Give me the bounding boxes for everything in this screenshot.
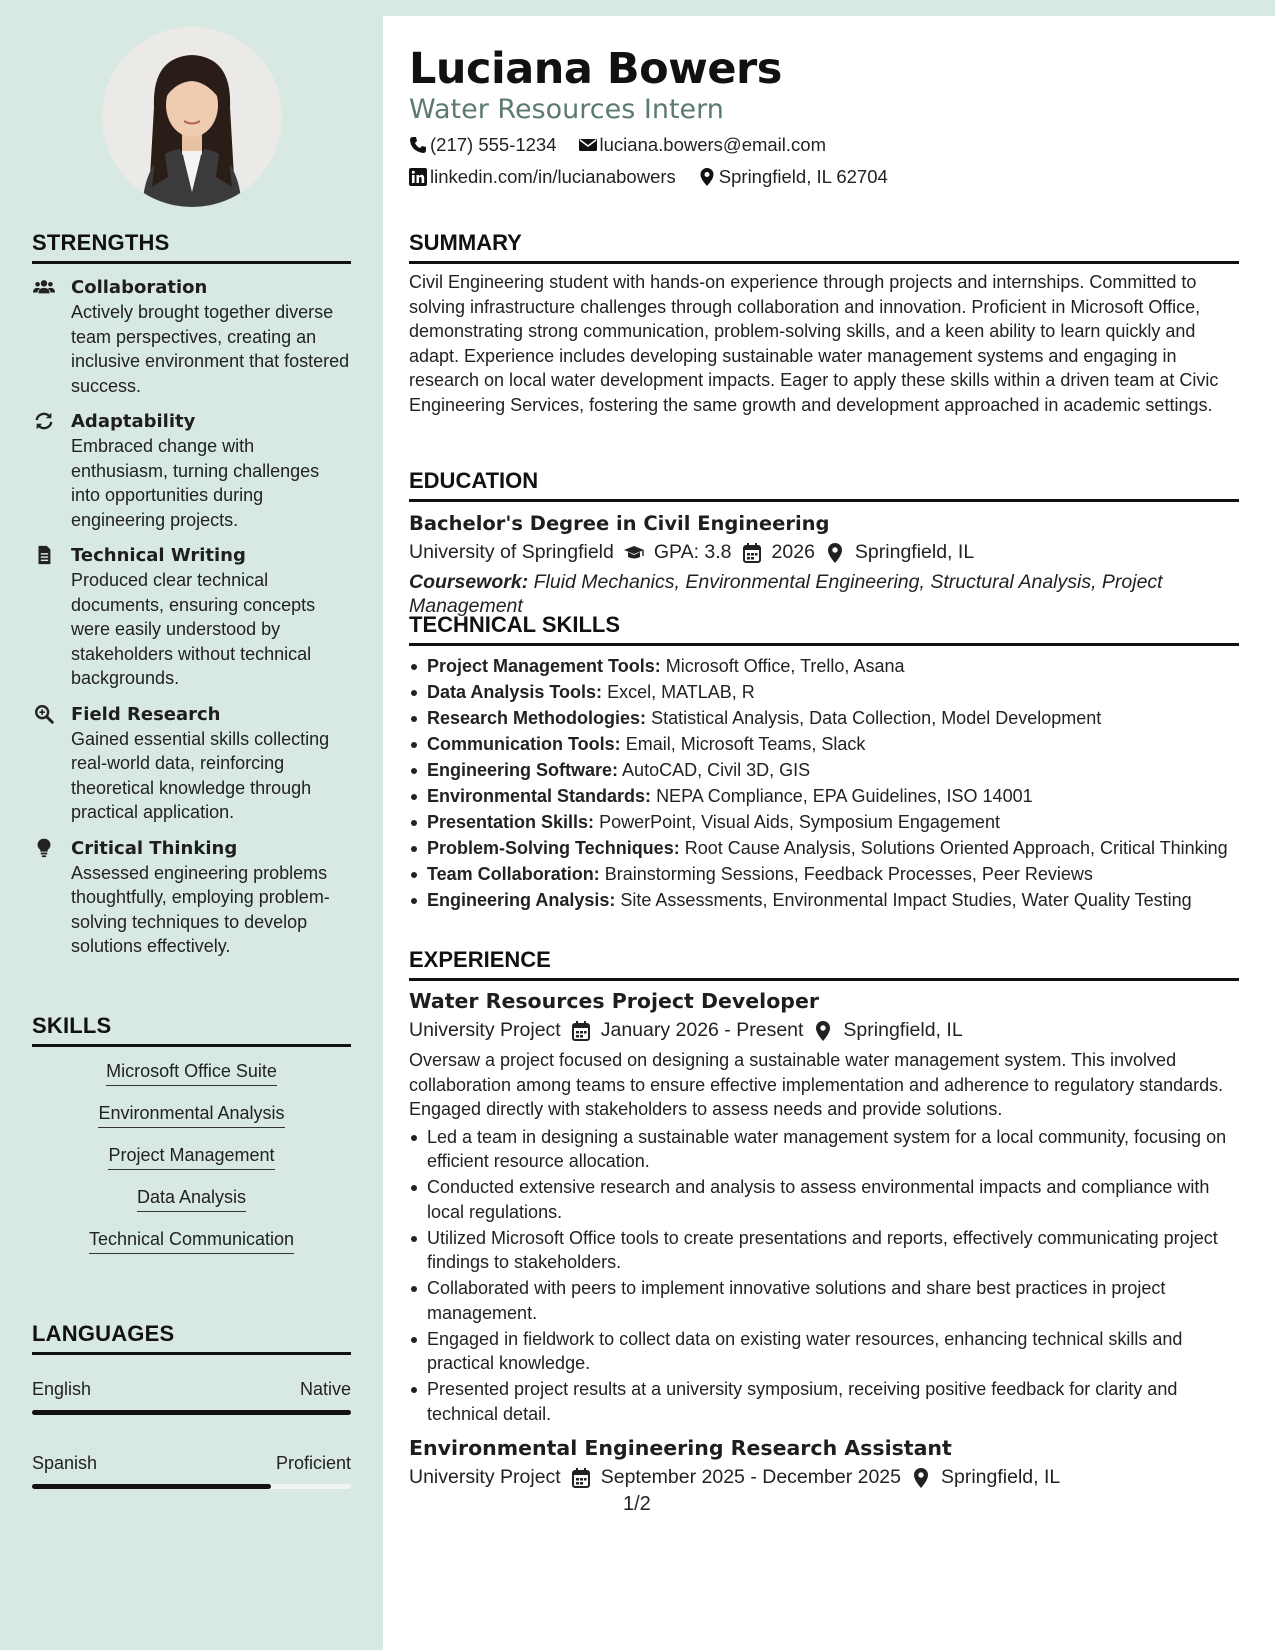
school-name xyxy=(409,541,614,564)
technical-skill-item xyxy=(409,888,1239,913)
job-location xyxy=(911,1466,1060,1489)
technical-skill-label: Data Analysis Tools: xyxy=(427,682,603,702)
strength-description: Assessed engineering problems thoughtfully, employing problem-solving techniques to develop solutions effectively. xyxy=(71,862,330,956)
summary-text: Civil Engineering student with hands-on experience through projects and internships. Committed to solving infrastructure challenges through collaboration and innovation. Proficient in Microsoft Office, demonstrating strong communication, problem-solving skills, and a keen ability to learn quickly and adapt. Experience includes developing sustainable water management systems and engaging in research on local water development impacts. Eager to apply these skills within a driven team at Civic Engineering Services, fostering the same growth and development approached in academic settings. xyxy=(409,272,1219,415)
technical-skill-label: Problem-Solving Techniques: xyxy=(427,838,680,858)
strength-description: Embraced change with enthusiasm, turning challenges into opportunities during engineering projects. xyxy=(71,436,320,530)
strength-name: Critical Thinking xyxy=(71,837,238,859)
summary-section xyxy=(409,230,1239,417)
school-text: University of Springfield xyxy=(409,541,614,563)
job-bullets xyxy=(409,1125,1239,1427)
language-level: Native xyxy=(299,1379,351,1399)
email-contact[interactable] xyxy=(579,134,826,156)
strength-description: Produced clear technical documents, ensuring concepts were easily understood by stakeholders without technical backgrounds. xyxy=(71,570,316,688)
language-proficiency-fill xyxy=(32,1484,271,1489)
gpa-text: GPA: 3.8 xyxy=(653,541,732,563)
job-bullet: Led a team in designing a sustainable water management system for a local community, focusing on efficient resource allocation. xyxy=(409,1125,1239,1174)
language-item xyxy=(32,1379,351,1415)
technical-skill-label: Engineering Analysis: xyxy=(427,890,616,910)
location-text: Springfield, IL xyxy=(854,541,975,563)
year-text: 2026 xyxy=(771,541,815,563)
technical-skills-section xyxy=(409,612,1239,914)
sync-icon xyxy=(32,411,56,431)
technical-skill-label: Environmental Standards: xyxy=(427,786,652,806)
technical-skill-item xyxy=(409,810,1239,835)
job-org xyxy=(409,1466,561,1489)
strength-name: Field Research xyxy=(71,703,221,725)
job-location xyxy=(813,1019,962,1042)
calendar-icon xyxy=(742,543,762,563)
contact-line-1 xyxy=(409,134,848,156)
strength-description: Gained essential skills collecting real-world data, reinforcing theoretical knowledge through practical application. xyxy=(71,728,330,822)
strength-item xyxy=(32,544,351,691)
job-bullet: Conducted extensive research and analysis to assess environmental impacts and compliance with local regulations. xyxy=(409,1175,1239,1224)
language-level: Proficient xyxy=(275,1453,351,1473)
strengths-heading: STRENGTHS xyxy=(32,230,351,264)
technical-skill-item xyxy=(409,654,1239,679)
location-text: Springfield, IL xyxy=(843,1019,963,1041)
phone-text: (217) 555-1234 xyxy=(430,134,557,155)
linkedin-contact[interactable] xyxy=(409,166,676,188)
dates-text: January 2026 - Present xyxy=(600,1019,804,1041)
calendar-icon xyxy=(571,1021,591,1041)
technical-skill-item xyxy=(409,862,1239,887)
job-bullet: Collaborated with peers to implement innovative solutions and share best practices in project management. xyxy=(409,1276,1239,1325)
technical-skill-label: Engineering Software: xyxy=(427,760,619,780)
technical-skill-value: Root Cause Analysis, Solutions Oriented Approach, Critical Thinking xyxy=(684,838,1228,858)
map-pin-icon xyxy=(698,168,716,186)
calendar-icon xyxy=(571,1468,591,1488)
top-band xyxy=(383,0,1275,16)
language-proficiency-bar xyxy=(32,1484,351,1489)
skills-heading: SKILLS xyxy=(32,1013,351,1047)
summary-heading: SUMMARY xyxy=(409,230,1239,264)
phone-icon xyxy=(409,136,427,154)
technical-skill-value: Excel, MATLAB, R xyxy=(607,682,755,702)
strengths-section xyxy=(32,230,351,959)
dates-text: September 2025 - December 2025 xyxy=(600,1466,901,1488)
languages-section xyxy=(32,1321,351,1489)
job-bullet: Presented project results at a university symposium, receiving positive feedback for clarity and technical detail. xyxy=(409,1377,1239,1426)
page-number: 1/2 xyxy=(623,1493,651,1515)
gpa xyxy=(624,541,732,564)
strength-description: Actively brought together diverse team perspectives, creating an inclusive environment that fostered success. xyxy=(71,302,350,396)
contact-line-2 xyxy=(409,166,910,188)
coursework-label: Coursework: xyxy=(409,571,529,593)
location-text: Springfield, IL 62704 xyxy=(718,166,888,187)
users-icon xyxy=(32,277,56,297)
envelope-icon xyxy=(579,136,597,154)
linkedin-icon xyxy=(409,168,427,186)
graduation-cap-icon xyxy=(624,543,644,563)
strength-item xyxy=(32,276,351,398)
coursework xyxy=(409,570,1239,618)
technical-skill-value: Statistical Analysis, Data Collection, Model Development xyxy=(651,708,1102,728)
skill-tag: Microsoft Office Suite xyxy=(106,1061,277,1086)
language-proficiency-fill xyxy=(32,1410,351,1415)
technical-skill-label: Communication Tools: xyxy=(427,734,621,754)
experience-heading: EXPERIENCE xyxy=(409,947,1239,981)
job-org xyxy=(409,1019,561,1042)
job-summary: Oversaw a project focused on designing a sustainable water management system. This involved collaboration among teams to ensure effective implementation and adherence to regulatory standards. Engaged directly with stakeholders to assess needs and provide solutions. xyxy=(409,1050,1224,1119)
skill-tag: Technical Communication xyxy=(89,1229,294,1254)
job-bullet: Utilized Microsoft Office tools to create presentations and reports, effectively communicating project findings to stakeholders. xyxy=(409,1226,1239,1275)
skills-section xyxy=(32,1013,351,1271)
map-pin-icon xyxy=(911,1468,931,1488)
strength-name: Collaboration xyxy=(71,277,208,298)
technical-skill-value: AutoCAD, Civil 3D, GIS xyxy=(622,760,811,780)
technical-skill-label: Presentation Skills: xyxy=(427,812,595,832)
org-text: University Project xyxy=(409,1466,561,1488)
technical-skill-item xyxy=(409,680,1239,705)
search-magnify-icon xyxy=(32,704,56,724)
candidate-name: Luciana Bowers xyxy=(409,44,782,94)
technical-skill-value: PowerPoint, Visual Aids, Symposium Engagement xyxy=(599,812,1000,832)
language-item xyxy=(32,1453,351,1489)
education-section xyxy=(409,468,1239,618)
technical-skill-item xyxy=(409,706,1239,731)
technical-skill-value: Site Assessments, Environmental Impact Studies, Water Quality Testing xyxy=(620,890,1192,910)
strength-item xyxy=(32,410,351,532)
skill-tag: Environmental Analysis xyxy=(98,1103,284,1128)
language-name: English xyxy=(32,1379,92,1399)
technical-skill-label: Team Collaboration: xyxy=(427,864,600,884)
experience-section xyxy=(409,947,1239,1489)
map-pin-icon xyxy=(813,1021,833,1041)
phone-contact[interactable] xyxy=(409,134,557,156)
job-dates xyxy=(571,1019,804,1042)
location-text: Springfield, IL xyxy=(940,1466,1061,1488)
skills-list xyxy=(32,1061,351,1254)
job-title: Water Resources Project Developer xyxy=(409,989,819,1013)
education-heading: EDUCATION xyxy=(409,468,1239,502)
job-dates xyxy=(571,1466,901,1489)
education-meta xyxy=(409,541,1239,564)
skill-tag: Project Management xyxy=(108,1145,274,1170)
graduation-year xyxy=(742,541,815,564)
technical-skill-value: NEPA Compliance, EPA Guidelines, ISO 14001 xyxy=(656,786,1033,806)
email-text: luciana.bowers@email.com xyxy=(599,134,826,155)
location-contact xyxy=(698,166,888,188)
technical-skill-item xyxy=(409,784,1239,809)
sidebar xyxy=(0,0,383,1650)
strength-item xyxy=(32,837,351,959)
org-text: University Project xyxy=(409,1019,561,1041)
strength-item xyxy=(32,703,351,825)
technical-skill-item xyxy=(409,732,1239,757)
languages-heading: LANGUAGES xyxy=(32,1321,351,1355)
strength-name: Adaptability xyxy=(71,411,196,432)
language-proficiency-bar xyxy=(32,1410,351,1415)
technical-skill-label: Project Management Tools: xyxy=(427,656,661,676)
education-location xyxy=(825,541,974,564)
technical-skill-value: Microsoft Office, Trello, Asana xyxy=(665,656,905,676)
technical-skill-item xyxy=(409,758,1239,783)
linkedin-text: linkedin.com/in/lucianabowers xyxy=(430,166,676,187)
profile-photo-illustration xyxy=(102,27,282,207)
document-icon xyxy=(32,545,56,565)
job-title: Environmental Engineering Research Assistant xyxy=(409,1436,952,1460)
candidate-role: Water Resources Intern xyxy=(409,94,724,125)
coursework-text: Fluid Mechanics, Environmental Engineering, Structural Analysis, Project Management xyxy=(409,571,1163,617)
avatar xyxy=(102,27,282,207)
lightbulb-icon xyxy=(32,838,56,858)
job-bullet: Engaged in fieldwork to collect data on existing water resources, enhancing technical skills and practical knowledge. xyxy=(409,1327,1239,1376)
technical-skill-value: Email, Microsoft Teams, Slack xyxy=(625,734,866,754)
language-name: Spanish xyxy=(32,1453,98,1473)
technical-skill-label: Research Methodologies: xyxy=(427,708,647,728)
strength-name: Technical Writing xyxy=(71,545,246,566)
skill-tag: Data Analysis xyxy=(137,1187,246,1212)
technical-skill-item xyxy=(409,836,1239,861)
technical-skills-list xyxy=(409,654,1239,913)
map-pin-icon xyxy=(825,543,845,563)
technical-skill-value: Brainstorming Sessions, Feedback Processes, Peer Reviews xyxy=(604,864,1093,884)
technical-skills-heading: TECHNICAL SKILLS xyxy=(409,612,1239,646)
job-meta xyxy=(409,1019,1239,1042)
job-meta xyxy=(409,1466,1239,1489)
degree-title: Bachelor's Degree in Civil Engineering xyxy=(409,512,830,535)
